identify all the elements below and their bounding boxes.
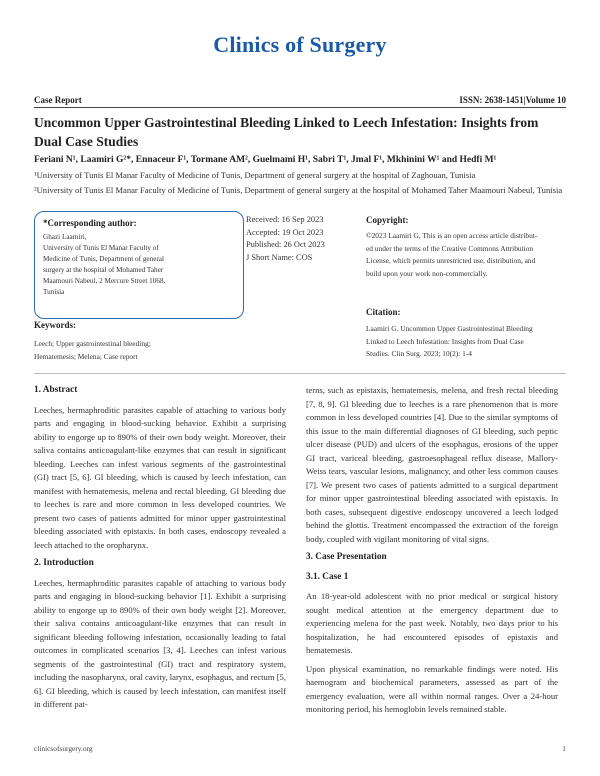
corresponding-line: Medicine of Tunis, Department of general [43, 255, 164, 263]
received-date: Received: 16 Sep 2023 [246, 215, 324, 224]
copyright-line: ed under the terms of the Creative Commons Attribution [366, 243, 534, 253]
keywords-text [34, 338, 254, 363]
header-rule [34, 107, 566, 108]
copyright-heading: Copyright: [366, 215, 409, 225]
case-presentation-heading: 3. Case Presentation [306, 552, 387, 562]
journal-title: Clinics of Surgery [213, 32, 387, 57]
accepted-date: Accepted: 19 Oct 2023 [246, 227, 324, 237]
introduction-text: Leeches, hermaphroditic parasites capable of attaching to various body parts and engaging in blood-sucking behavior [1]. Exhibit a surprising ability to engorge up to 890% of their own body weight [2]. Moreover, their saliva contains anticoagulant-like enzymes that can result in significant bleeding following infestation, occasionally leading to fatal outcomes in complicated scenarios [3, 4]. Leeches can infest various segments of the gastrointestinal (GI) tract and respiratory system, including the nasopharynx, oral cavity, larynx, esophagus, and rectum [5, 6]. GI bleeding, which is caused by leech infestation, can manifest itself in different pat- [34, 577, 286, 709]
citation-line: Laamiri G. Uncommon Upper Gastrointestinal Bleeding [366, 324, 533, 333]
article-type: Case Report [34, 95, 82, 105]
corresponding-author-box [34, 211, 244, 319]
copyright-block [366, 215, 571, 280]
keywords-line: Hematemesis; Melena; Case report [34, 351, 138, 361]
case1-paragraph: Upon physical examination, no remarkable findings were noted. His haemogram and biochemical parameters, assessed as part of the emergency evaluation, were all within normal ranges. Over a 24-hour monitoring period, his hemoglobin levels remained stable. [306, 663, 558, 714]
keywords-line: Leech; Upper gastrointestinal bleeding; [34, 339, 151, 348]
citation-heading: Citation: [366, 307, 401, 317]
copyright-line: License, which permits unrestricted use, distribution, and [366, 256, 536, 266]
publication-dates [246, 214, 325, 264]
article-title: Uncommon Upper Gastrointestinal Bleeding Linked to Leech Infestation: Insights from Dual Case Studies [34, 115, 539, 149]
footer-page-number: 1 [562, 744, 566, 753]
keywords-heading: Keywords: [34, 320, 76, 330]
affiliation-1: ¹University of Tunis El Manar Faculty of Medicine of Tunis, Department of general surgery at the hospital of Zaghouan, Tunisia [34, 170, 476, 180]
section-rule [34, 373, 566, 374]
affiliation-2: ²University of Tunis El Manar Faculty of Medicine of Tunis, Department of general surgery at the hospital of Mohamed Taher Maamouri Nabeul, Tunisia [34, 185, 563, 195]
footer-website: clinicsofsurgery.org [34, 744, 93, 753]
case1-paragraph: An 18-year-old adolescent with no prior medical or surgical history sought medical attention at the emergency department due to experiencing melena for the past week. Notably, two days prior to his hospitalization, he had encountered episodes of epistaxis and hematemesis. [306, 591, 558, 655]
copyright-line: build upon your work non-commercially. [366, 268, 488, 278]
corresponding-heading: *Corresponding author: [43, 218, 137, 228]
case1-heading: 3.1. Case 1 [306, 571, 349, 582]
citation-line: Linked to Leech Infestation: Insights from Dual Case [366, 336, 524, 346]
corresponding-line: Maamouri Nabeul, 2 Mercure Street 1068, [43, 277, 166, 285]
introduction-heading: 2. Introduction [34, 558, 94, 568]
issn-volume: ISSN: 2638-1451|Volume 10 [459, 95, 566, 105]
journal-short-name: J Short Name: COS [246, 252, 313, 262]
corresponding-line: surgery at the hospital of Mohamed Taher [43, 266, 164, 274]
citation-block [366, 307, 571, 361]
right-column [306, 384, 558, 722]
corresponding-line: Tunisia [43, 288, 65, 296]
published-date: Published: 26 Oct 2023 [246, 240, 325, 249]
corresponding-line: Ghazi Laamiri, [43, 233, 87, 241]
author-list: Feriani N¹, Laamiri G²*, Ennaceur F¹, Tormane AM², Guelmami H¹, Sabri T¹, Jmal F¹, Mkhinini W¹ and Hedfi M¹ [34, 155, 497, 165]
citation-line: Studies. Clin Surg. 2023; 10(2): 1-4 [366, 349, 473, 359]
abstract-heading: 1. Abstract [34, 385, 78, 395]
introduction-continued-text: terns, such as epistaxis, hematemesis, melena, and fresh rectal bleeding [7, 8, 9]. GI bleeding due to leeches is a rare phenomenon that is more common in less developed countries [4]. Due to the similar symptoms of this issue to the main differential diagnoses of GI bleeding, such peptic ulcer disease (PUD) and ulcers of the esophagus, erosions of the upper GI tract, variceal bleeding, gastroesophageal reflux disease, Mallory-Weiss tears, vascular lesions, malignancy, and other less common causes [7]. We present two cases of patients admitted to a surgical department for minor upper gastrointestinal bleeding associated with epistaxis. In both cases, subsequent digestive endoscopy uncovered a leech lodged behind the glottis. Treatment encompassed the extraction of the foreign body, coupled with vigilant monitoring of vital signs. [306, 385, 558, 544]
left-column [34, 380, 286, 717]
abstract-text: Leeches, hermaphroditic parasites capable of attaching to various body parts and engaging in blood-sucking behavior. Exhibit a surprising ability to engorge up to 890% of their own body weight. Moreover, their saliva contains anticoagulant-like enzymes that can result in significant bleeding. Leeches can infest various segments of the gastrointestinal (GI) tract [5, 6]. GI bleeding, which is caused by leech infestation, can manifest with hematemesis, melena and rectal bleeding. GI bleeding due to leeches is rare and more common in less developed countries. We present two cases of patients admitted for minor upper gastrointestinal bleeding associated with epistaxis. In both cases, endoscopy revealed a leech attached to the oropharynx. [34, 404, 286, 550]
copyright-line: ©2023 Laamiri G, This is an open access article distribut- [366, 231, 538, 240]
corresponding-line: University of Tunis El Manar Faculty of [43, 244, 159, 252]
